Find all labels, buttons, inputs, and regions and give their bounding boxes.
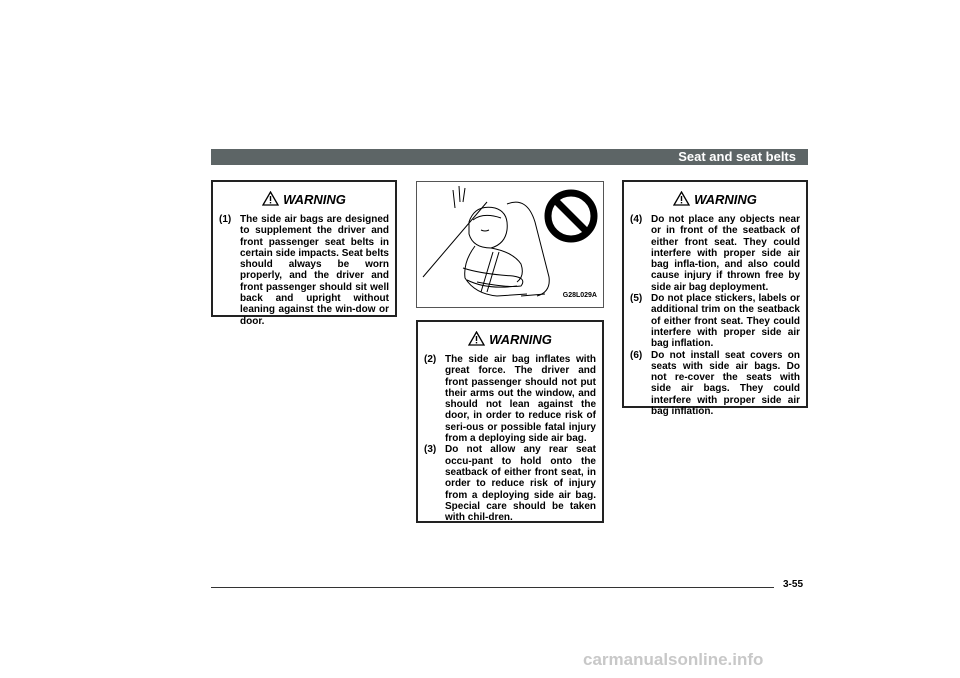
warning-list: [424, 354, 596, 523]
item-number: (3): [424, 444, 437, 456]
warning-triangle-icon: [262, 191, 279, 206]
illustration-figure: [416, 181, 604, 308]
list-item: [630, 293, 800, 349]
figure-caption: G28L029A: [562, 292, 597, 299]
footer-rule: [211, 587, 774, 588]
warning-header: [424, 328, 596, 350]
item-text: Do not place stickers, labels or additional trim on the seatback of either front seat. They could interfere with proper side air bag inflation.: [651, 293, 800, 350]
warning-title: WARNING: [694, 192, 757, 207]
warning-box-3: [622, 180, 808, 418]
item-text: Do not allow any rear seat occu-pant to hold onto the seatback of either front seat, in order to reduce risk of injury from a deploying side air bag. Special care should be taken with chil-dren.: [445, 444, 596, 524]
prohibition-icon: [543, 188, 599, 244]
warning-list: [630, 214, 800, 417]
list-item: [630, 214, 800, 293]
item-number: (1): [219, 214, 232, 225]
list-item: [424, 354, 596, 444]
item-text: Do not place any objects near or in front of the seatback of either front seat. They could interfere with proper side air bag infla-tion, and also could cause injury if thrown free by side air bag deployment.: [651, 214, 800, 293]
item-number: (2): [424, 354, 437, 365]
section-header-bar: [211, 149, 808, 165]
warning-header: [219, 188, 389, 210]
item-number: (6): [630, 349, 643, 361]
warning-title: WARNING: [283, 192, 346, 207]
warning-header: [630, 188, 800, 210]
list-item: [630, 350, 800, 418]
warning-box-1: [211, 180, 397, 327]
item-text: Do not install seat covers on seats with side air bags. Do not re-cover the seats with side air bags. They could interfere with proper side air bag inflation.: [651, 349, 800, 418]
warning-list: [219, 214, 389, 327]
warning-triangle-icon: [673, 191, 690, 206]
item-number: (5): [630, 293, 643, 305]
page-number: 3-55: [783, 579, 804, 590]
list-item: [424, 444, 596, 523]
section-title: Seat and seat belts: [678, 149, 796, 164]
watermark: carmanualsonline.info: [583, 650, 764, 669]
list-item: [219, 214, 389, 327]
warning-triangle-icon: [468, 331, 485, 346]
warning-title: WARNING: [489, 332, 552, 347]
warning-box-2: [416, 320, 604, 523]
item-text: The side air bags are designed to supplement the driver and front passenger seat belts in certain side impacts. Seat belts should always be worn properly, and the driver and front passenger should sit well back and upright without leaning against the win-dow or door.: [240, 214, 389, 327]
item-text: The side air bag inflates with great force. The driver and front passenger should not put their arms out the window, and should not lean against the door, in order to reduce risk of seri-ous or possible fatal injury from a deploying side air bag.: [445, 354, 596, 445]
item-number: (4): [630, 214, 643, 225]
